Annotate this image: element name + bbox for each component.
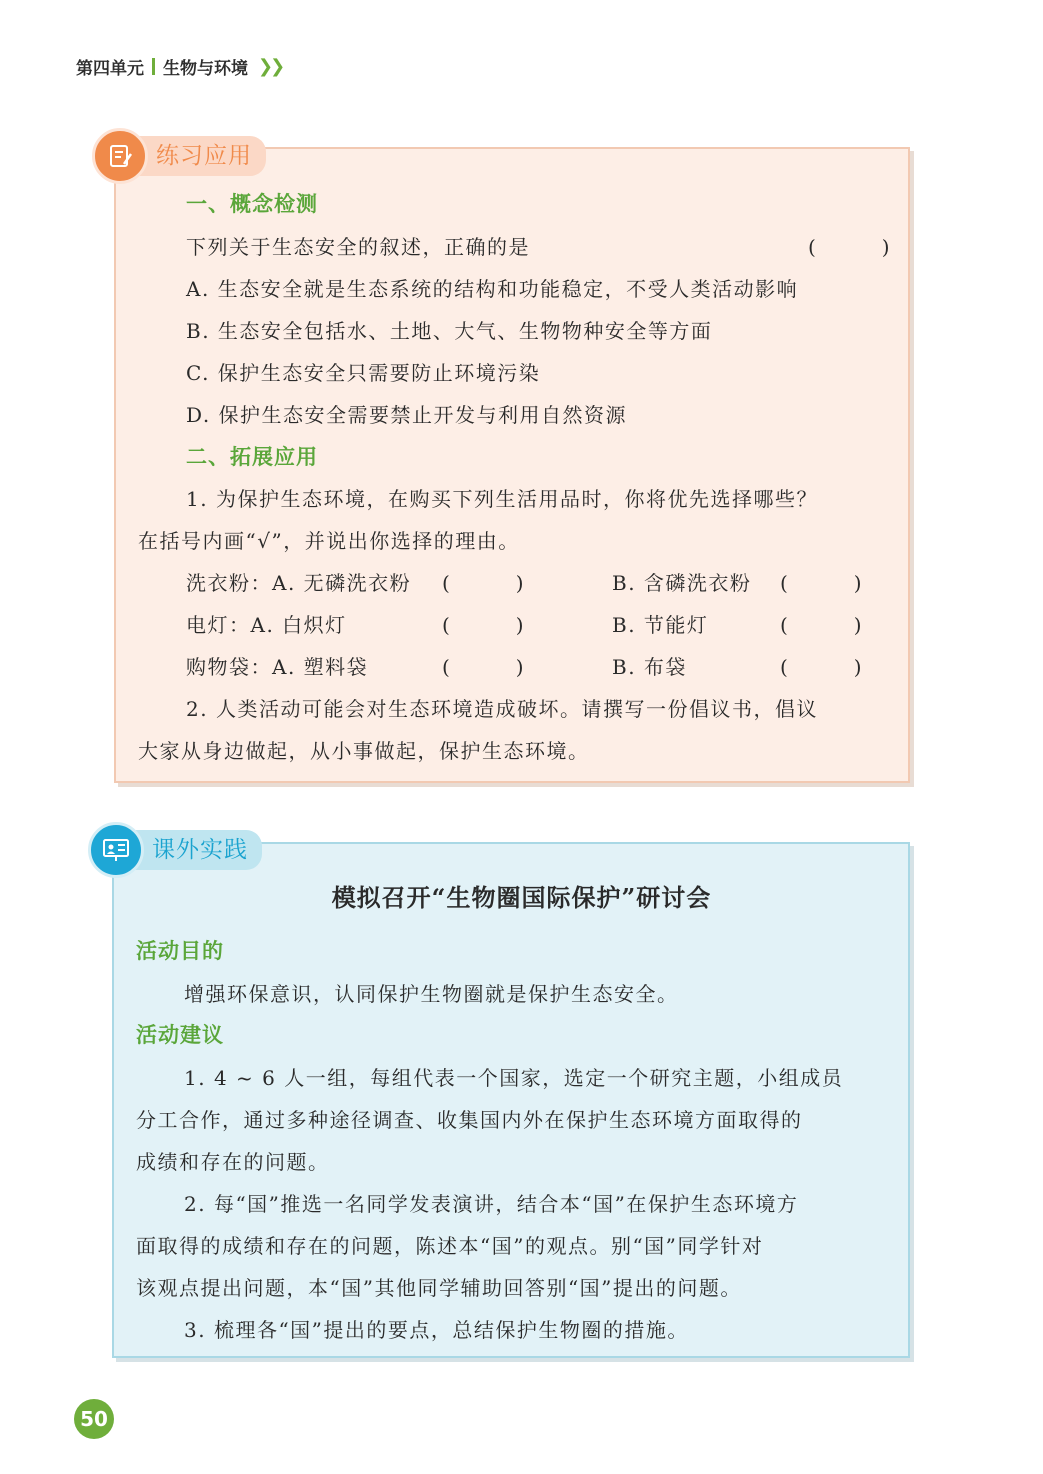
unit-label: 第四单元 [76,59,144,79]
choice-row-left: 电灯：A. 白炽灯 [186,613,347,637]
activity-title: 模拟召开“生物圈国际保护”研讨会 [331,883,712,912]
double-chevron-icon: ❯❯ [258,56,283,77]
practice-icon [92,128,148,184]
chapter-title: 生物与环境 [163,59,248,79]
suggestion-line: 分工合作，通过多种途径调查、收集国内外在保护生态环境方面取得的 [136,1108,803,1132]
suggestion-line: 面取得的成绩和存在的问题，陈述本“国”的观点。别“国”同学针对 [136,1234,764,1258]
option-a: A. 生态安全就是生态系统的结构和功能稳定，不受人类活动影响 [186,277,799,301]
choice-row-right: B. 含磷洗衣粉 [612,571,752,595]
suggestion-line: 2. 每“国”推选一名同学发表演讲，结合本“国”在保护生态环境方 [184,1192,799,1216]
purpose-heading: 活动目的 [136,939,224,963]
answer-bracket: ( ) [808,235,892,259]
activity-tab [88,822,262,878]
section-heading-concept: 一、概念检测 [186,192,318,216]
option-c: C. 保护生态安全只需要防止环境污染 [186,361,541,385]
purpose-text: 增强环保意识，认同保护生物圈就是保护生态安全。 [184,982,679,1006]
choice-bracket: ( ) [780,613,864,637]
header-divider [152,58,155,75]
page-number: 50 [74,1399,114,1439]
choice-bracket: ( ) [780,571,864,595]
q2-line2: 大家从身边做起，从小事做起，保护生态环境。 [138,739,590,763]
option-d: D. 保护生态安全需要禁止开发与利用自然资源 [186,403,628,427]
presentation-icon [88,822,144,878]
suggestion-heading: 活动建议 [136,1023,224,1047]
option-b: B. 生态安全包括水、土地、大气、生物物种安全等方面 [186,319,713,343]
choice-row-left: 购物袋：A. 塑料袋 [186,655,369,679]
suggestion-line: 成绩和存在的问题。 [136,1150,330,1174]
suggestion-line: 3. 梳理各“国”提出的要点，总结保护生物圈的措施。 [184,1318,689,1342]
choice-bracket: ( ) [442,613,526,637]
q1-line2: 在括号内画“√”，并说出你选择的理由。 [138,529,520,553]
q2-line1: 2. 人类活动可能会对生态环境造成破坏。请撰写一份倡议书，倡议 [186,697,818,721]
activity-tab-label: 课外实践 [122,830,262,870]
suggestion-line: 1. 4 ~ 6 人一组，每组代表一个国家，选定一个研究主题，小组成员 [184,1066,844,1090]
choice-bracket: ( ) [780,655,864,679]
q1-line1: 1. 为保护生态环境，在购买下列生活用品时，你将优先选择哪些？ [186,487,818,511]
practice-tab [92,128,266,184]
suggestion-line: 该观点提出问题，本“国”其他同学辅助回答别“国”提出的问题。 [136,1276,742,1300]
running-header [76,54,282,79]
question-stem: 下列关于生态安全的叙述，正确的是 [186,235,530,259]
practice-tab-label: 练习应用 [126,136,266,176]
choice-row-right: B. 节能灯 [612,613,709,637]
choice-row-right: B. 布袋 [612,655,687,679]
choice-bracket: ( ) [442,571,526,595]
section-heading-extension: 二、拓展应用 [186,445,318,469]
choice-bracket: ( ) [442,655,526,679]
choice-row-left: 洗衣粉：A. 无磷洗衣粉 [186,571,412,595]
